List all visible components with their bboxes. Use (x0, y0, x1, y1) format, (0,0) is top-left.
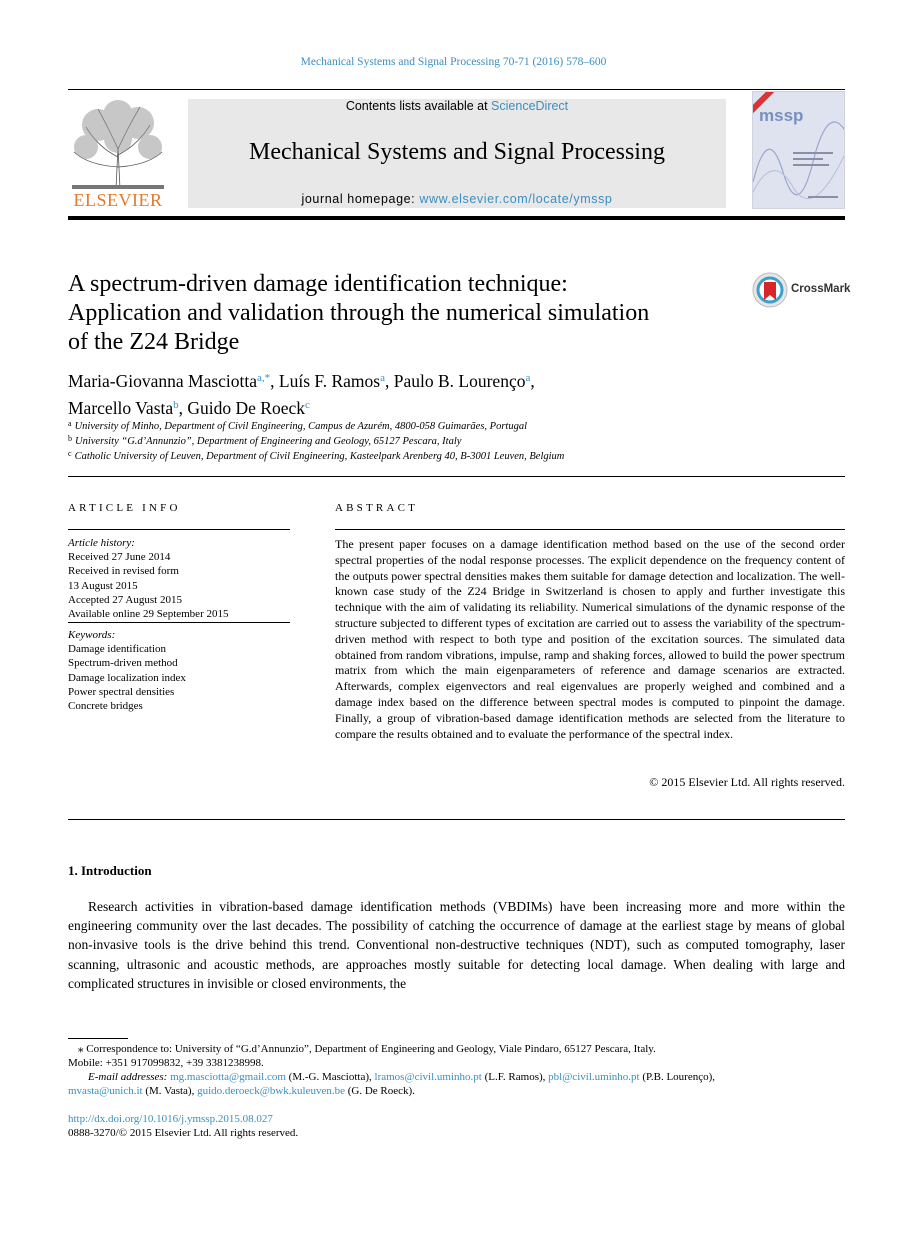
author-affiliation-mark[interactable]: c (305, 399, 310, 411)
doi-link[interactable]: http://dx.doi.org/10.1016/j.ymssp.2015.08.027 (68, 1113, 273, 1125)
email-note-continued: mvasta@unich.it (M. Vasta), guido.deroeck@bwk.kuleuven.be (G. De Roeck). (68, 1085, 415, 1097)
issn-copyright: 0888-3270/© 2015 Elsevier Ltd. All rights reserved. (68, 1127, 299, 1139)
author-line-1: Maria-Giovanna Masciotta$^{a,*}$, Luís F. Ramos$^a$, Paulo B. Lourenço$^a$, (68, 371, 535, 391)
mobile-note: Mobile: +351 917099832, +39 3381238998. (68, 1057, 264, 1069)
abstract-copyright: © 2015 Elsevier Ltd. All rights reserved. (649, 775, 845, 789)
keywords: Keywords: Damage identification Spectrum-driven method Damage localization index Power spectral densities Concrete bridges (68, 628, 290, 713)
homepage-link[interactable]: www.elsevier.com/locate/ymssp (419, 192, 613, 206)
contents-line: Contents lists available at ScienceDirect (345, 99, 569, 113)
abstract-bottom-rule (68, 819, 845, 820)
author-name: Marcello Vasta (68, 398, 174, 418)
article-title: A spectrum-driven damage identification technique: Application and validation through the numerical simulation of the Z24 Bridge (68, 271, 650, 355)
header-thick-rule (68, 216, 845, 220)
keyword: Power spectral densities (68, 685, 175, 698)
section-heading-introduction: 1. Introduction (68, 863, 152, 878)
affiliation-c: $^c$ Catholic University of Leuven, Department of Civil Engineering, Kasteelpark Arenberg 40, B-3001 Leuven, Belgium (68, 449, 565, 462)
crossmark-label: CrossMark (791, 283, 851, 295)
crossmark-icon (752, 272, 788, 308)
article-info-heading: ARTICLE INFO (68, 502, 181, 514)
abstract-rule (335, 529, 845, 530)
author-name: Paulo B. Lourenço (393, 371, 526, 391)
affiliation-a: $^a$ University of Minho, Department of Civil Engineering, Campus de Azurém, 4800-058 Guimarães, Portugal (68, 419, 527, 432)
cover-label: mssp (759, 106, 804, 125)
article-history: Article history: Received 27 June 2014 Received in revised form 13 August 2015 Accepted 27 August 2015 Available online 29 September 2015 (68, 537, 229, 621)
crossmark-badge[interactable] (752, 272, 852, 308)
abstract-heading: ABSTRACT (335, 502, 419, 514)
article-info-rule (68, 529, 290, 530)
author-name: Maria-Giovanna Masciotta (68, 371, 258, 391)
author-affiliation-mark[interactable]: a (380, 372, 385, 384)
author-name: Luís F. Ramos (278, 371, 381, 391)
author-list (68, 366, 748, 420)
affiliation-b: $^b$ University “G.d’Annunzio”, Department of Engineering and Geology, 65127 Pescara, Italy (68, 434, 462, 447)
cover-wave-icon (753, 92, 845, 209)
header-rule (68, 89, 845, 90)
keyword: Damage identification (68, 643, 167, 656)
elsevier-logo (68, 97, 168, 209)
author-affiliation-mark[interactable]: a,* (257, 372, 271, 384)
email-link[interactable]: mg.masciotta@gmail.com (170, 1071, 286, 1083)
affiliation-rule (68, 476, 845, 477)
keywords-rule (68, 622, 290, 623)
email-link[interactable]: lramos@civil.uminho.pt (374, 1071, 482, 1083)
sciencedirect-link[interactable]: ScienceDirect (491, 99, 569, 113)
publisher-name: ELSEVIER (73, 190, 163, 210)
keyword: Spectrum-driven method (68, 657, 178, 670)
author-line-2: Marcello Vasta$^b$, Guido De Roeck$^c$ (68, 398, 310, 418)
author-name: Guido De Roeck (187, 398, 306, 418)
email-note: E-mail addresses: mg.masciotta@gmail.com (M.-G. Masciotta), lramos@civil.uminho.pt (L.F. Ramos), pbl@civil.uminho.pt (P.B. Lourenço), (88, 1071, 716, 1083)
elsevier-tree-icon (68, 97, 168, 193)
journal-cover[interactable] (752, 91, 845, 209)
email-link[interactable]: mvasta@unich.it (68, 1085, 143, 1097)
email-link[interactable]: pbl@civil.uminho.pt (548, 1071, 640, 1083)
keyword: Concrete bridges (68, 700, 143, 713)
introduction-text: Research activities in vibration-based damage identification methods (VBDIMs) have been increasing more and more within the engineering community over the last decades. The possibility of catching the occurrence of damage at the earliest stage by means of global non-invasive tools is the drive behind this trend. Conventional non-destructive techniques (NDT), such as computed tomography, laser scanning, ultrasonic and acoustic methods, are approaches mostly suitable for detecting local damage. When dealing with large and complicated structures in invisible or closed environments, the (68, 899, 845, 991)
correspondence-note: ⁎ Correspondence to: University of “G.d’Annunzio”, Department of Engineering and Geology, Viale Pindaro, 65127 Pescara, Italy. (78, 1043, 656, 1055)
journal-reference[interactable]: Mechanical Systems and Signal Processing 70-71 (2016) 578–600 (300, 56, 607, 68)
author-affiliation-mark[interactable]: a (525, 372, 531, 384)
author-affiliation-mark[interactable]: b (173, 399, 179, 411)
homepage-line: journal homepage: www.elsevier.com/locate/ymssp (301, 192, 613, 206)
abstract-text: The present paper focuses on a damage identification method based on the use of the second order spectral properties of the nodal response processes. The explicit dependence on the frequency content of the outputs power spectral densities makes them suitable for damage detection and localization. The well-known case study of the Z24 Bridge in Switzerland is chosen to apply and further investigate this technique with the aim of validating its reliability. Numerical simulations of the dynamic response of the structure subjected to different types of excitation are carried out to assess the variability of the spectrum-driven method with respect to both type and position of the excitation sources. The simulated data obtained from random vibrations, impulse, ramp and shaking forces, allowed to build the power spectrum matrix from which the main eigenparameters of reference and damage scenarios are extracted. Afterwards, complex eigenvectors and real eigenvalues are properly weighed and combined and a damage index based on the difference between spectral modes is computed to pinpoint the damage. Finally, a group of vibration-based damage identification methods are selected from the literature to compare the results obtained and to evaluate the performance of the spectral index. (335, 537, 845, 741)
journal-title: Mechanical Systems and Signal Processing (249, 139, 665, 165)
footnote-rule (68, 1038, 128, 1039)
email-link[interactable]: guido.deroeck@bwk.kuleuven.be (197, 1085, 345, 1097)
keyword: Damage localization index (68, 671, 186, 684)
